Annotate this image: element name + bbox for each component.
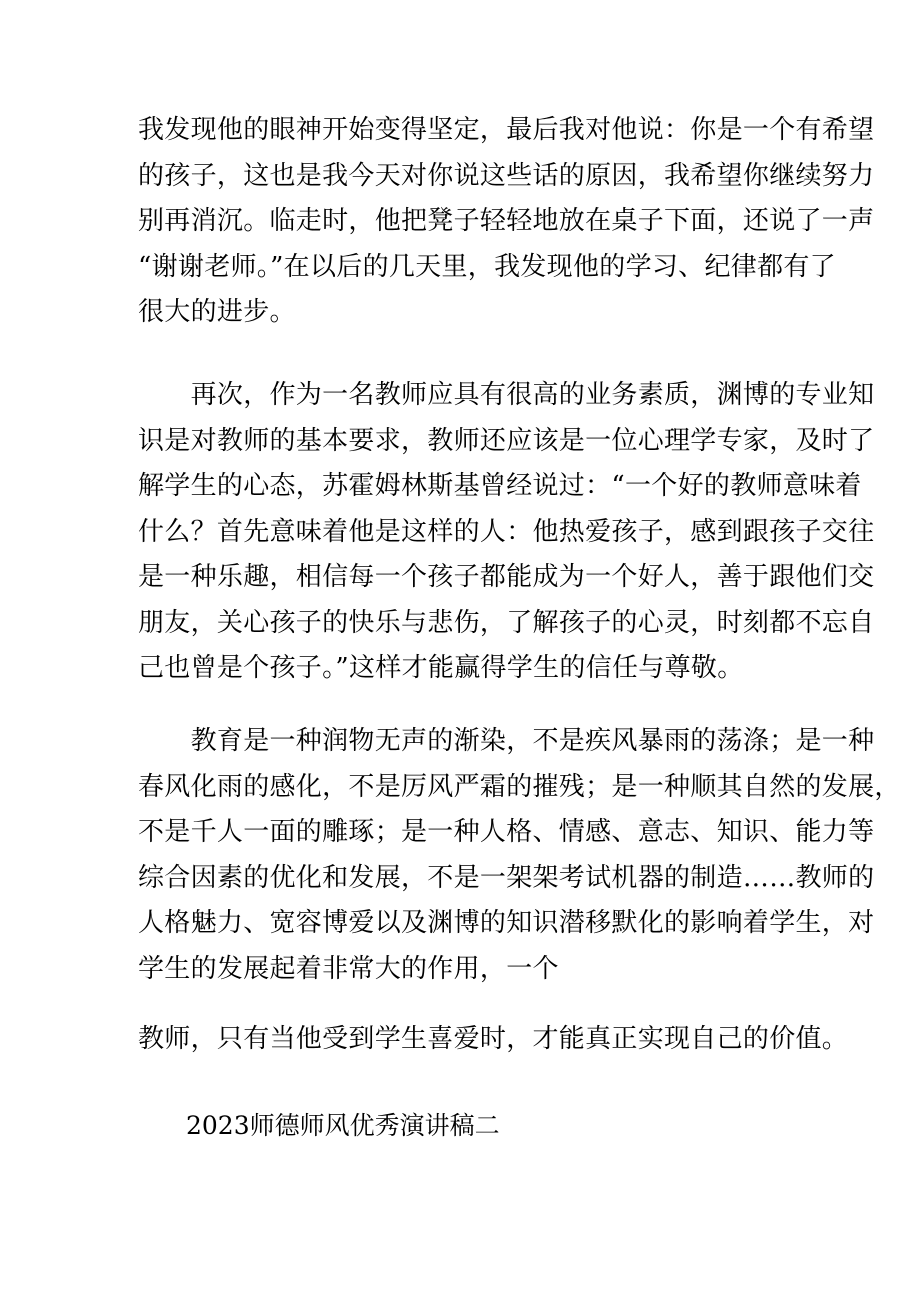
section-heading: 2023师德师风优秀演讲稿二 — [186, 1111, 500, 1140]
text-line: 我发现他的眼神开始变得坚定，最后我对他说：你是一个有希望 — [138, 115, 875, 145]
paragraph-3 — [138, 719, 901, 992]
text-line: 是一种乐趣，相信每一个孩子都能成为一个好人，善于跟他们交 — [138, 562, 875, 592]
text-line: “谢谢老师。”在以后的几天里，我发现他的学习、纪律都有了 — [138, 251, 836, 282]
text-line: 人格魅力、宽容博爱以及渊博的知识潜移默化的影响着学生，对 — [138, 908, 875, 938]
text-line: 己也曾是个孩子。”这样才能赢得学生的信任与尊敬。 — [138, 653, 744, 683]
text-line: 再次，作为一名教师应具有很高的业务素质，渊博的专业知 — [138, 380, 875, 410]
paragraph-4 — [138, 1017, 849, 1063]
text-line: 朋友，关心孩子的快乐与悲伤，了解孩子的心灵，时刻都不忘自 — [138, 607, 875, 638]
text-line: 解学生的心态，苏霍姆林斯基曾经说过：“一个好的教师意味着 — [138, 471, 862, 501]
text-line: 学生的发展起着非常大的作用，一个 — [138, 953, 559, 984]
text-line: 综合因素的优化和发展，不是一架架考试机器的制造……教师的 — [138, 862, 875, 893]
text-line: 教育是一种润物无声的渐染，不是疾风暴雨的荡涤；是一种 — [138, 726, 875, 756]
text-line: 别再消沉。临走时，他把凳子轻轻地放在桌子下面，还说了一声 — [138, 206, 875, 236]
text-line: 的孩子，这也是我今天对你说这些话的原因，我希望你继续努力 — [138, 160, 875, 191]
text-line: 识是对教师的基本要求，教师还应该是一位心理学专家，及时了 — [138, 425, 875, 456]
text-line: 春风化雨的感化，不是厉风严霜的摧残；是一种顺其自然的发展， — [138, 771, 901, 802]
text-line: 很大的进步。 — [138, 297, 296, 327]
paragraph-1 — [138, 108, 875, 336]
text-line: 不是千人一面的雕琢；是一种人格、情感、意志、知识、能力等 — [138, 817, 875, 847]
text-line: 教师，只有当他受到学生喜爱时，才能真正实现自己的价值。 — [138, 1024, 849, 1054]
paragraph-2 — [138, 373, 875, 692]
text-line: 什么？首先意味着他是这样的人：他热爱孩子，感到跟孩子交往 — [138, 516, 875, 547]
